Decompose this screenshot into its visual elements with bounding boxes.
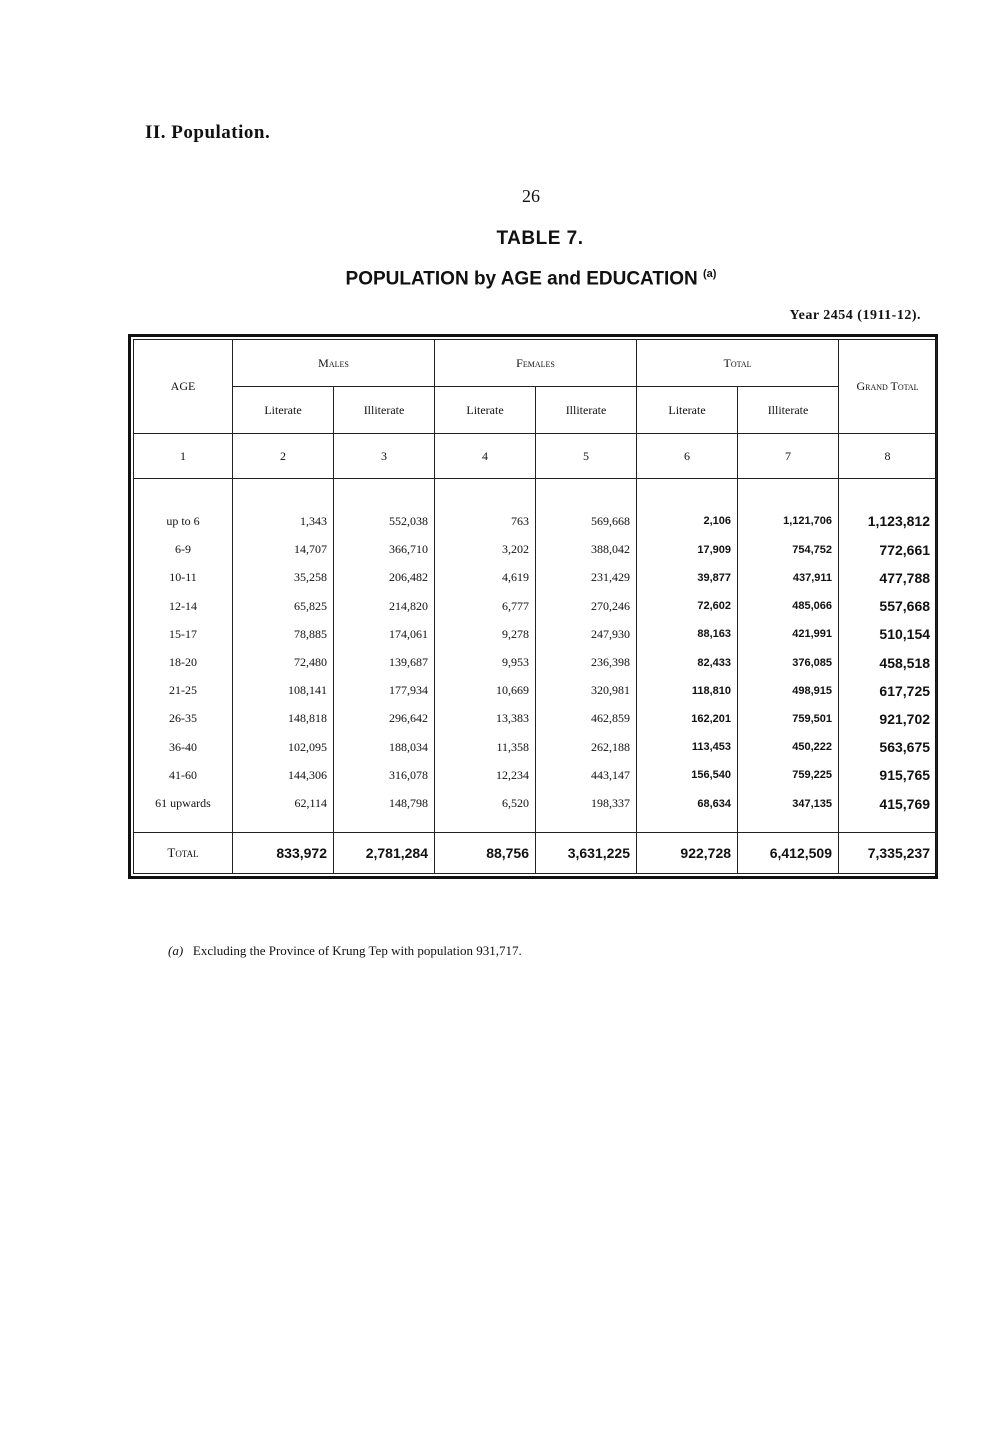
table-row <box>134 790 937 818</box>
males-literate-cell: 62,114 <box>233 790 334 818</box>
females-illiterate-cell: 270,246 <box>536 592 637 620</box>
table-label: TABLE 7. <box>496 228 584 249</box>
table-row <box>134 648 937 676</box>
grand-total-cell: 563,675 <box>839 733 937 761</box>
females-literate-cell: 10,669 <box>435 677 536 705</box>
population-table <box>133 339 937 874</box>
total-literate-cell: 118,810 <box>637 677 738 705</box>
females-literate-cell: 9,953 <box>435 648 536 676</box>
table-row <box>134 535 937 563</box>
grand-total-cell: 1,123,812 <box>839 507 937 535</box>
females-literate-cell: 13,383 <box>435 705 536 733</box>
column-number: 2 <box>233 434 334 479</box>
males-header: Males <box>233 340 435 387</box>
total-literate-cell: 113,453 <box>637 733 738 761</box>
column-number: 8 <box>839 434 937 479</box>
table-row <box>134 761 937 789</box>
males-literate-cell: 78,885 <box>233 620 334 648</box>
males-literate-cell: 1,343 <box>233 507 334 535</box>
age-cell: up to 6 <box>134 507 233 535</box>
females-illiterate-cell: 388,042 <box>536 535 637 563</box>
total-illiterate-cell: 437,911 <box>738 564 839 592</box>
table-row <box>134 507 937 535</box>
females-illiterate-cell: 443,147 <box>536 761 637 789</box>
footnote <box>168 943 522 959</box>
grand-total-cell: 458,518 <box>839 648 937 676</box>
females-illiterate-cell: 247,930 <box>536 620 637 648</box>
age-cell: 12-14 <box>134 592 233 620</box>
total-literate-cell: 2,106 <box>637 507 738 535</box>
males-illiterate-cell: 148,798 <box>334 790 435 818</box>
females-illiterate-cell: 236,398 <box>536 648 637 676</box>
total-literate-cell: 39,877 <box>637 564 738 592</box>
table-title-note-mark: (a) <box>703 268 717 280</box>
age-cell: 36-40 <box>134 733 233 761</box>
total-total-illiterate: 6,412,509 <box>738 833 839 874</box>
column-number: 6 <box>637 434 738 479</box>
table-title-text: POPULATION by AGE and EDUCATION <box>345 268 698 290</box>
females-literate-cell: 3,202 <box>435 535 536 563</box>
age-cell: 10-11 <box>134 564 233 592</box>
column-number: 4 <box>435 434 536 479</box>
page-number: 26 <box>522 186 540 206</box>
females-literate-cell: 6,520 <box>435 790 536 818</box>
population-table-frame <box>128 334 938 879</box>
total-row <box>134 833 937 874</box>
males-literate-cell: 35,258 <box>233 564 334 592</box>
total-males-literate: 833,972 <box>233 833 334 874</box>
total-literate-cell: 88,163 <box>637 620 738 648</box>
column-number: 1 <box>134 434 233 479</box>
total-illiterate-cell: 450,222 <box>738 733 839 761</box>
total-literate-cell: 162,201 <box>637 705 738 733</box>
total-literate-cell: 17,909 <box>637 535 738 563</box>
females-literate-header: Literate <box>435 387 536 434</box>
grand-total-cell: 915,765 <box>839 761 937 789</box>
age-cell: 26-35 <box>134 705 233 733</box>
total-literate-cell: 72,602 <box>637 592 738 620</box>
column-number: 5 <box>536 434 637 479</box>
total-grand-total: 7,335,237 <box>839 833 937 874</box>
footnote-mark: (a) <box>168 943 184 958</box>
males-illiterate-cell: 177,934 <box>334 677 435 705</box>
grand-total-cell: 557,668 <box>839 592 937 620</box>
grand-total-cell: 617,725 <box>839 677 937 705</box>
total-illiterate-cell: 759,225 <box>738 761 839 789</box>
total-illiterate-header: Illiterate <box>738 387 839 434</box>
grand-total-cell: 415,769 <box>839 790 937 818</box>
grand-total-cell: 921,702 <box>839 705 937 733</box>
table-row <box>134 620 937 648</box>
total-illiterate-cell: 759,501 <box>738 705 839 733</box>
females-illiterate-cell: 231,429 <box>536 564 637 592</box>
age-cell: 41-60 <box>134 761 233 789</box>
section-title: II. Population. <box>145 122 271 143</box>
males-literate-cell: 144,306 <box>233 761 334 789</box>
column-number: 7 <box>738 434 839 479</box>
table-row <box>134 564 937 592</box>
males-illiterate-cell: 214,820 <box>334 592 435 620</box>
total-literate-cell: 156,540 <box>637 761 738 789</box>
males-illiterate-cell: 206,482 <box>334 564 435 592</box>
table-row <box>134 733 937 761</box>
total-females-literate: 88,756 <box>435 833 536 874</box>
males-illiterate-cell: 552,038 <box>334 507 435 535</box>
males-illiterate-cell: 139,687 <box>334 648 435 676</box>
age-cell: 21-25 <box>134 677 233 705</box>
males-literate-cell: 72,480 <box>233 648 334 676</box>
females-literate-cell: 6,777 <box>435 592 536 620</box>
table-row <box>134 592 937 620</box>
females-illiterate-header: Illiterate <box>536 387 637 434</box>
males-literate-cell: 102,095 <box>233 733 334 761</box>
females-literate-cell: 763 <box>435 507 536 535</box>
females-illiterate-cell: 320,981 <box>536 677 637 705</box>
females-illiterate-cell: 198,337 <box>536 790 637 818</box>
total-illiterate-cell: 1,121,706 <box>738 507 839 535</box>
females-illiterate-cell: 462,859 <box>536 705 637 733</box>
footnote-text: Excluding the Province of Krung Tep with population 931,717. <box>192 943 522 958</box>
females-literate-cell: 12,234 <box>435 761 536 789</box>
age-cell: 6-9 <box>134 535 233 563</box>
total-header: Total <box>637 340 839 387</box>
total-illiterate-cell: 498,915 <box>738 677 839 705</box>
header-sub-row <box>134 387 937 434</box>
total-illiterate-cell: 754,752 <box>738 535 839 563</box>
males-literate-cell: 65,825 <box>233 592 334 620</box>
table-row <box>134 705 937 733</box>
table-body <box>134 479 937 833</box>
age-cell: 18-20 <box>134 648 233 676</box>
column-number: 3 <box>334 434 435 479</box>
females-header: Females <box>435 340 637 387</box>
males-illiterate-cell: 316,078 <box>334 761 435 789</box>
females-literate-cell: 4,619 <box>435 564 536 592</box>
total-females-illiterate: 3,631,225 <box>536 833 637 874</box>
females-literate-cell: 9,278 <box>435 620 536 648</box>
total-literate-header: Literate <box>637 387 738 434</box>
table-row <box>134 677 937 705</box>
total-illiterate-cell: 485,066 <box>738 592 839 620</box>
total-total-literate: 922,728 <box>637 833 738 874</box>
total-illiterate-cell: 421,991 <box>738 620 839 648</box>
header-group-row <box>134 340 937 387</box>
males-literate-cell: 108,141 <box>233 677 334 705</box>
males-illiterate-header: Illiterate <box>334 387 435 434</box>
grand-total-cell: 510,154 <box>839 620 937 648</box>
total-males-illiterate: 2,781,284 <box>334 833 435 874</box>
total-literate-cell: 82,433 <box>637 648 738 676</box>
age-cell: 61 upwards <box>134 790 233 818</box>
total-illiterate-cell: 376,085 <box>738 648 839 676</box>
grand-total-cell: 477,788 <box>839 564 937 592</box>
grand-total-cell: 772,661 <box>839 535 937 563</box>
males-illiterate-cell: 188,034 <box>334 733 435 761</box>
females-illiterate-cell: 262,188 <box>536 733 637 761</box>
males-literate-cell: 14,707 <box>233 535 334 563</box>
table-title <box>0 268 1001 290</box>
males-literate-header: Literate <box>233 387 334 434</box>
age-cell: 15-17 <box>134 620 233 648</box>
column-number-row <box>134 434 937 479</box>
age-header: AGE <box>134 340 233 434</box>
total-literate-cell: 68,634 <box>637 790 738 818</box>
males-illiterate-cell: 366,710 <box>334 535 435 563</box>
year-line: Year 2454 (1911-12). <box>789 308 921 323</box>
females-literate-cell: 11,358 <box>435 733 536 761</box>
total-illiterate-cell: 347,135 <box>738 790 839 818</box>
grand-total-header: Grand Total <box>839 340 937 434</box>
males-illiterate-cell: 296,642 <box>334 705 435 733</box>
total-row-label: Total <box>134 833 233 874</box>
females-illiterate-cell: 569,668 <box>536 507 637 535</box>
males-illiterate-cell: 174,061 <box>334 620 435 648</box>
males-literate-cell: 148,818 <box>233 705 334 733</box>
